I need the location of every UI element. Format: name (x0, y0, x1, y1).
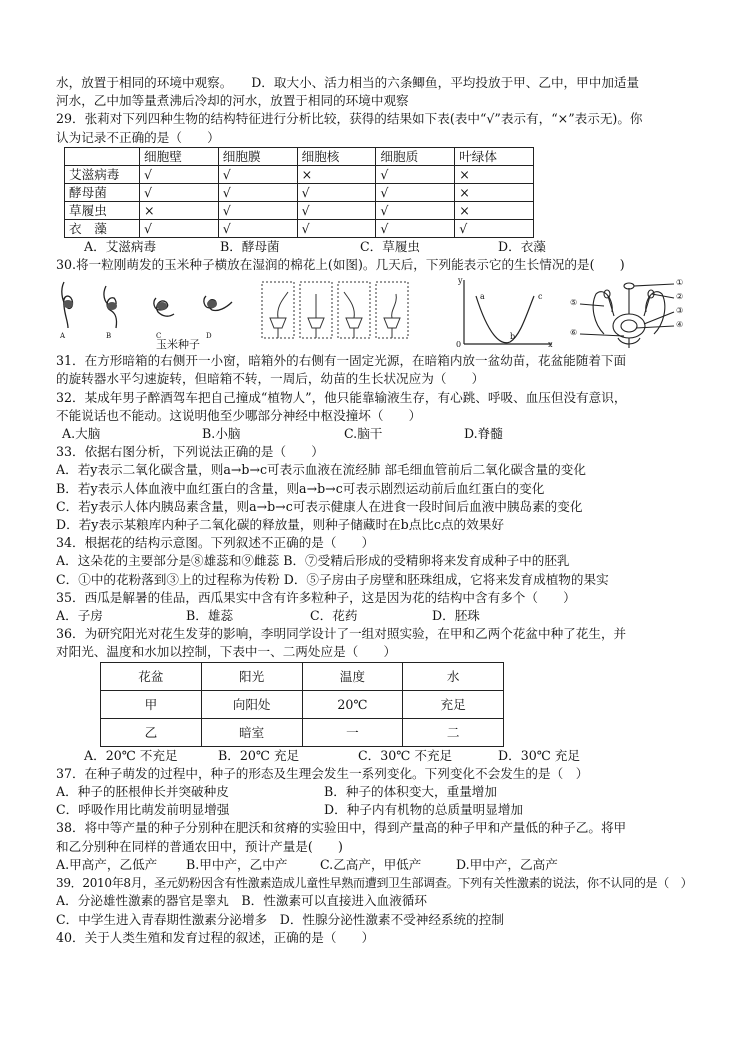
table-cell: 酵母菌 (65, 183, 140, 201)
dark-box-figure (258, 276, 412, 350)
table-cell: √ (297, 201, 376, 219)
table-cell: √ (297, 219, 376, 237)
table-cell: √ (218, 165, 297, 183)
q31-line-1: 31．在方形暗箱的右侧开一小窗，暗箱外的右侧有一固定光源，在暗箱内放一盆幼苗，花盆能随着下面 (56, 353, 627, 369)
q35-option-c: C．花药 (310, 608, 358, 624)
q36-stem-1: 36．为研究阳光对花生发芽的影响，李明同学设计了一组对照实验，在甲和乙两个花盆中种了花生，并 (56, 626, 627, 642)
q37-options-row-2 (56, 801, 698, 819)
table-row (65, 219, 534, 237)
table-cell: 甲 (101, 690, 202, 718)
q34-stem: 34．根据花的结构示意图。下列叙述不正确的是（ ） (56, 535, 375, 551)
q36-options (56, 747, 698, 765)
table-cell: 细胞质 (376, 147, 455, 165)
q32-line-1: 32．某成年男子醉酒驾车把自己撞成“植物人”，他只能靠输液生存，有心跳、呼吸、血压但没有意识， (56, 389, 627, 405)
q32-option-c: C.脑干 (344, 426, 383, 442)
table-cell: 充足 (403, 690, 504, 718)
q38-option-b: B.甲中产，乙中产 (186, 856, 288, 872)
q33-option-c: C．若y表示人体内胰岛素含量，则a→b→c可表示健康人在进食一段时间后血液中胰岛素的变化 (56, 498, 583, 514)
table-cell: 20℃ (302, 690, 403, 718)
q30-figures (56, 276, 698, 350)
q37-option-c: C．呼吸作用比萌发前明显增强 (56, 802, 230, 818)
curve-graph-figure (456, 276, 556, 350)
q39-option-cd: C．中学生进入青春期性激素分泌增多 D．性腺分泌性激素不受神经系统的控制 (56, 911, 504, 927)
q38-line-1: 38．将中等产量的种子分别种在肥沃和贫瘠的实验田中，得到产量高的种子甲和产量低的种子乙。将甲 (56, 820, 627, 836)
table-cell: 细胞壁 (140, 147, 219, 165)
table-cell: × (455, 165, 534, 183)
q35-stem: 35．西瓜是解暑的佳品，西瓜果实中含有许多粒种子，这是因为花的结构中含有多个（ ） (56, 589, 576, 605)
q33-option-b: B．若y表示人体血液中血红蛋白的含量，则a→b→c可表示剧烈运动前后血红蛋白的变化 (56, 480, 545, 496)
table-cell: √ (218, 183, 297, 201)
flower-label-5: ⑤ (570, 298, 578, 308)
table-cell: × (455, 183, 534, 201)
q34-option-ab: A．这朵花的主要部分是⑧雄蕊和⑨雌蕊 B．⑦受精后形成的受精卵将来发育成种子中的胚乳 (56, 553, 570, 569)
table-cell: 乙 (101, 718, 202, 746)
table-header-row (101, 662, 504, 690)
table-cell: 水 (403, 662, 504, 690)
table-cell (65, 147, 140, 165)
table-cell: √ (218, 201, 297, 219)
table-cell: √ (140, 219, 219, 237)
q30-stem: 30.将一粒刚萌发的玉米种子横放在湿润的棉花上(如图)。几天后，下列能表示它的生长情况的是( ) (56, 257, 625, 273)
q37-option-d: D．种子内有机物的总质量明显增加 (324, 802, 524, 818)
table-cell: 衣 藻 (65, 219, 140, 237)
seed-letter-a: A (60, 332, 66, 341)
table-cell: 细胞核 (297, 147, 376, 165)
corn-seed-caption: 玉米种子 (156, 338, 200, 352)
flower-label-1: ① (676, 278, 684, 288)
q36-option-c: C．30℃ 不充足 (358, 747, 453, 763)
q35-option-a: A．子房 (56, 608, 103, 624)
table-cell: 花盆 (101, 662, 202, 690)
table-cell: √ (376, 219, 455, 237)
q29-options (56, 238, 698, 256)
graph-label-y: y (458, 276, 463, 286)
graph-label-a: a (480, 292, 485, 302)
q28-line-1: 水，放置于相同的环境中观察。 D．取大小、活力相当的六条鲫鱼，平均投放于甲、乙中，甲中加适量 (56, 75, 640, 90)
q38-option-a: A.甲高产，乙低产 (56, 856, 158, 872)
table-cell: 温度 (302, 662, 403, 690)
q35-option-d: D．胚珠 (432, 608, 480, 624)
graph-label-c: c (538, 292, 543, 302)
corn-seed-figure (56, 276, 242, 350)
table-row (65, 201, 534, 219)
q36-option-d: D．30℃ 充足 (498, 747, 580, 763)
table-cell: √ (297, 183, 376, 201)
table-cell: 暗室 (201, 718, 302, 746)
table-cell: 艾滋病毒 (65, 165, 140, 183)
q34-option-cd: C．①中的花粉落到③上的过程称为传粉 D．⑤子房由子房壁和胚珠组成，它将来发育成植物的果实 (56, 571, 609, 587)
table-cell: √ (376, 165, 455, 183)
table-cell: × (455, 201, 534, 219)
q28-line-2: 河水，乙中加等量煮沸后冷却的河水，放置于相同的环境中观察 (56, 93, 409, 109)
table-row (65, 165, 534, 183)
table-cell: √ (376, 201, 455, 219)
q37-option-b: B．种子的体积变大，重量增加 (324, 784, 497, 800)
table-cell: √ (455, 219, 534, 237)
q32-option-a: A.大脑 (62, 426, 101, 442)
q29-option-b: B．酵母菌 (220, 238, 280, 254)
q29-option-a: A．艾滋病毒 (84, 238, 157, 254)
flower-label-4: ④ (676, 320, 684, 330)
table-cell: 草履虫 (65, 201, 140, 219)
seed-letter-c: C (156, 332, 162, 341)
q29-stem-2: 认为记录不正确的是（ ） (56, 129, 220, 145)
table-cell: × (297, 165, 376, 183)
q33-stem: 33．依据右图分析，下列说法正确的是（ ） (56, 444, 324, 460)
seed-letter-d: D (206, 332, 212, 341)
q32-option-b: B.小脑 (202, 426, 241, 442)
q38-line-2: 和乙分别种在同样的普通农田中，预计产量是( ) (56, 838, 343, 854)
q33-option-d: D．若y表示某粮库内种子二氧化碳的释放量，则种子储藏时在b点比c点的效果好 (56, 517, 504, 533)
table-cell: 二 (403, 718, 504, 746)
q29-stem-1: 29．张莉对下列四种生物的结构特征进行分析比较，获得的结果如下表(表中“√”表示有，“×”表示无)。你 (56, 111, 643, 127)
q38-options (56, 856, 698, 874)
table-cell: √ (140, 165, 219, 183)
table-cell: √ (140, 183, 219, 201)
q32-line-2: 不能说话也不能动。这说明他至少哪部分神经中枢没撞坏（ ） (56, 407, 422, 423)
table-cell: √ (218, 219, 297, 237)
table-cell: 向阳处 (201, 690, 302, 718)
q39-stem: 39．2010年8月，圣元奶粉因含有性激素造成儿童性早熟而遭到卫生部调查。下列有关性激素的说法，你不认同的是（ ） (56, 876, 693, 891)
q37-stem: 37．在种子萌发的过程中，种子的形态及生理会发生一系列变化。下列变化不会发生的是（ ） (56, 765, 589, 781)
q35-option-b: B．雄蕊 (186, 608, 234, 624)
q38-option-c: C.乙高产，甲低产 (320, 856, 422, 872)
graph-label-origin: 0 (456, 340, 462, 350)
q36-option-b: B．20℃ 充足 (218, 747, 300, 763)
q38-option-d: D.甲中产，乙高产 (456, 856, 558, 872)
graph-label-x: x (548, 340, 553, 350)
flower-label-3: ③ (676, 306, 684, 316)
seed-letter-b: B (106, 332, 112, 341)
q29-option-d: D．衣藻 (498, 238, 546, 254)
table-row (65, 183, 534, 201)
q32-option-d: D.脊髓 (464, 426, 503, 442)
q36-option-a: A．20℃ 不充足 (84, 747, 178, 763)
table-cell: 一 (302, 718, 403, 746)
flower-label-6: ⑥ (570, 328, 578, 338)
q33-option-a: A．若y表示二氧化碳含量，则a→b→c可表示血液在流经肺 部毛细血管前后二氧化碳含量的变化 (56, 462, 586, 478)
q29-table (64, 147, 534, 238)
q39-option-ab: A．分泌雄性激素的器官是睾丸 B．性激素可以直接进入血液循环 (56, 893, 427, 909)
table-cell: × (140, 201, 219, 219)
q37-option-a: A．种子的胚根伸长并突破种皮 (56, 784, 229, 800)
flower-label-2: ② (676, 292, 684, 302)
q36-table (100, 662, 504, 747)
q40-stem: 40．关于人类生殖和发育过程的叙述，正确的是（ ） (56, 929, 375, 945)
q36-stem-2: 对阳光、温度和水加以控制，下表中一、二两处应是（ ） (56, 644, 397, 660)
q31-line-2: 的旋转器水平匀速旋转，但暗箱不转，一周后，幼苗的生长状况应为（ ） (56, 371, 485, 387)
table-cell: 细胞膜 (218, 147, 297, 165)
q32-options (56, 425, 698, 443)
q37-options-row-1 (56, 783, 698, 801)
table-header-row (65, 147, 534, 165)
graph-label-b: b (510, 332, 516, 342)
exam-page (56, 74, 698, 947)
table-cell: 叶绿体 (455, 147, 534, 165)
table-cell: 阳光 (201, 662, 302, 690)
table-cell: √ (376, 183, 455, 201)
table-row (101, 718, 504, 746)
q29-option-c: C．草履虫 (360, 238, 421, 254)
q35-options (56, 607, 698, 625)
table-row (101, 690, 504, 718)
